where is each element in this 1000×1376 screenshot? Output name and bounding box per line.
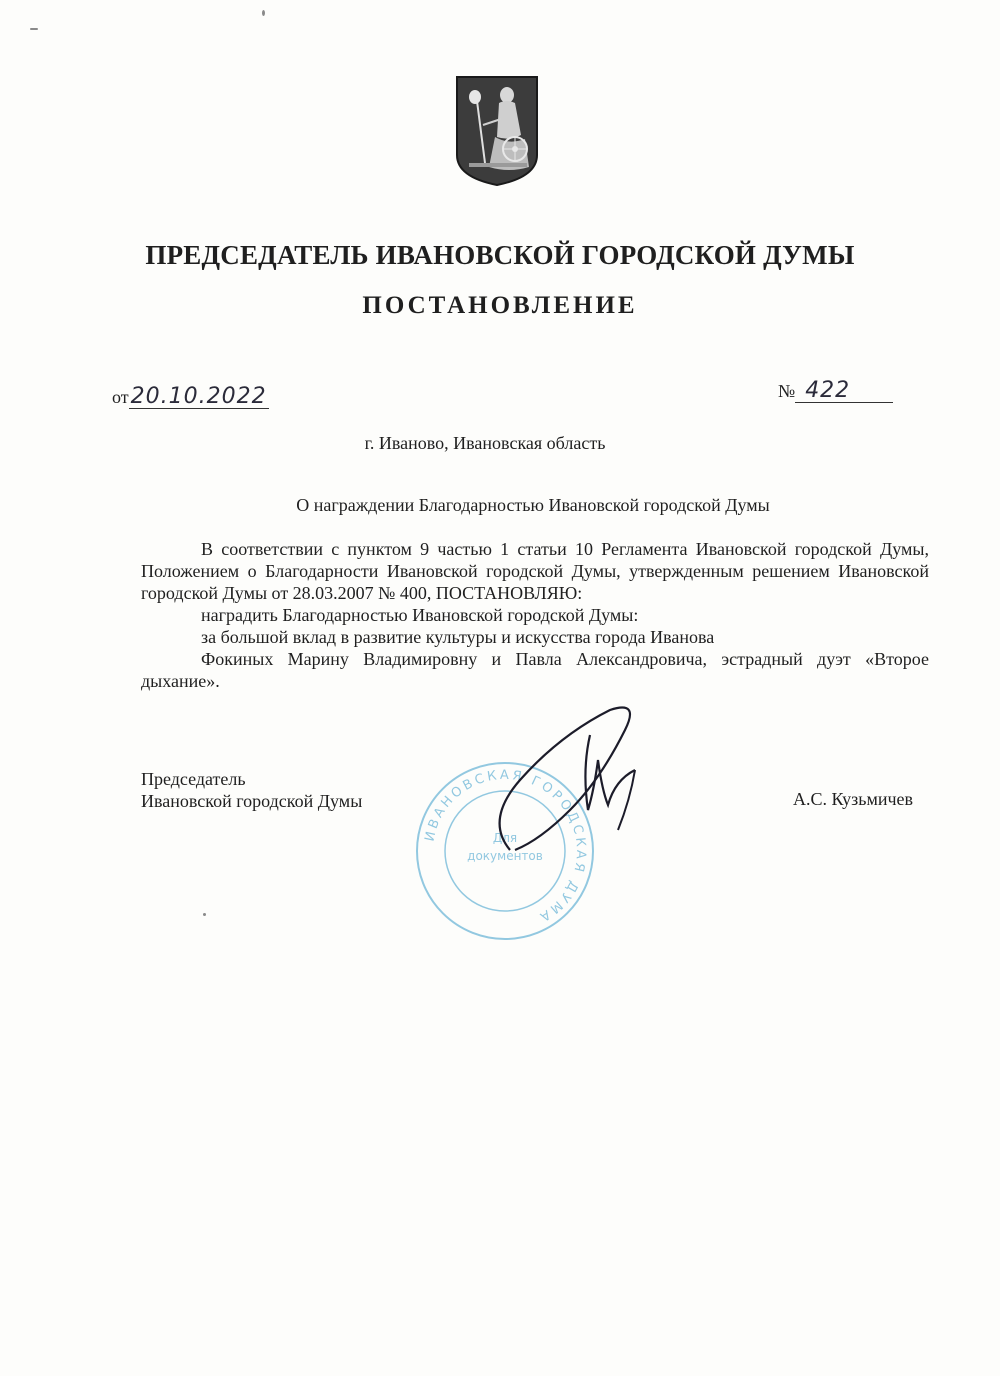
signer-name: А.С. Кузьмичев: [793, 789, 914, 809]
scan-speck: [30, 28, 38, 30]
number-value: 422: [795, 380, 893, 403]
body-line-recipients: Фокиных Марину Владимировну и Павла Александровича, эстрадный дуэт «Второе дыхание».: [141, 649, 929, 691]
date-prefix: от: [112, 387, 129, 407]
scan-speck: [262, 10, 265, 16]
number-prefix: №: [778, 381, 796, 401]
body-line-reason: за большой вклад в развитие культуры и искусства города Иванова: [201, 627, 715, 647]
issuing-authority-title: ПРЕДСЕДАТЕЛЬ ИВАНОВСКОЙ ГОРОДСКОЙ ДУМЫ: [145, 240, 855, 270]
signer-title-line2: Ивановской городской Думы: [141, 791, 363, 811]
document-number: [778, 380, 893, 403]
document-location: г. Иваново, Ивановская область: [364, 433, 606, 453]
body-paragraph-main: В соответствии с пунктом 9 частью 1 статьи 10 Регламента Ивановской городской Думы, Положением о Благодарности Ивановской городской Думы, утвержденным решением Ивановской городской Думы от 28.03.2007 № 400, ПОСТАНОВЛЯЮ:: [141, 539, 929, 603]
ivanovo-coat-of-arms-icon: [455, 75, 539, 187]
stamp-ring-text: ИВАНОВСКАЯ ГОРОДСКАЯ ДУМА: [422, 767, 589, 926]
document-body: [141, 538, 929, 692]
scan-speck: [203, 913, 206, 916]
document-subject: О награждении Благодарностью Ивановской городской Думы: [296, 495, 770, 515]
body-line-award: наградить Благодарностью Ивановской городской Думы:: [201, 605, 639, 625]
stamp-center-line2: документов: [467, 849, 543, 863]
document-date: [112, 386, 269, 409]
document-type-title: ПОСТАНОВЛЕНИЕ: [362, 292, 638, 319]
stamp-center-line1: Для: [492, 831, 518, 845]
handwritten-signature-icon: [490, 700, 650, 875]
date-value: 20.10.2022: [130, 384, 267, 409]
signer-title-line1: Председатель: [141, 769, 246, 789]
signer-title: [141, 768, 362, 812]
